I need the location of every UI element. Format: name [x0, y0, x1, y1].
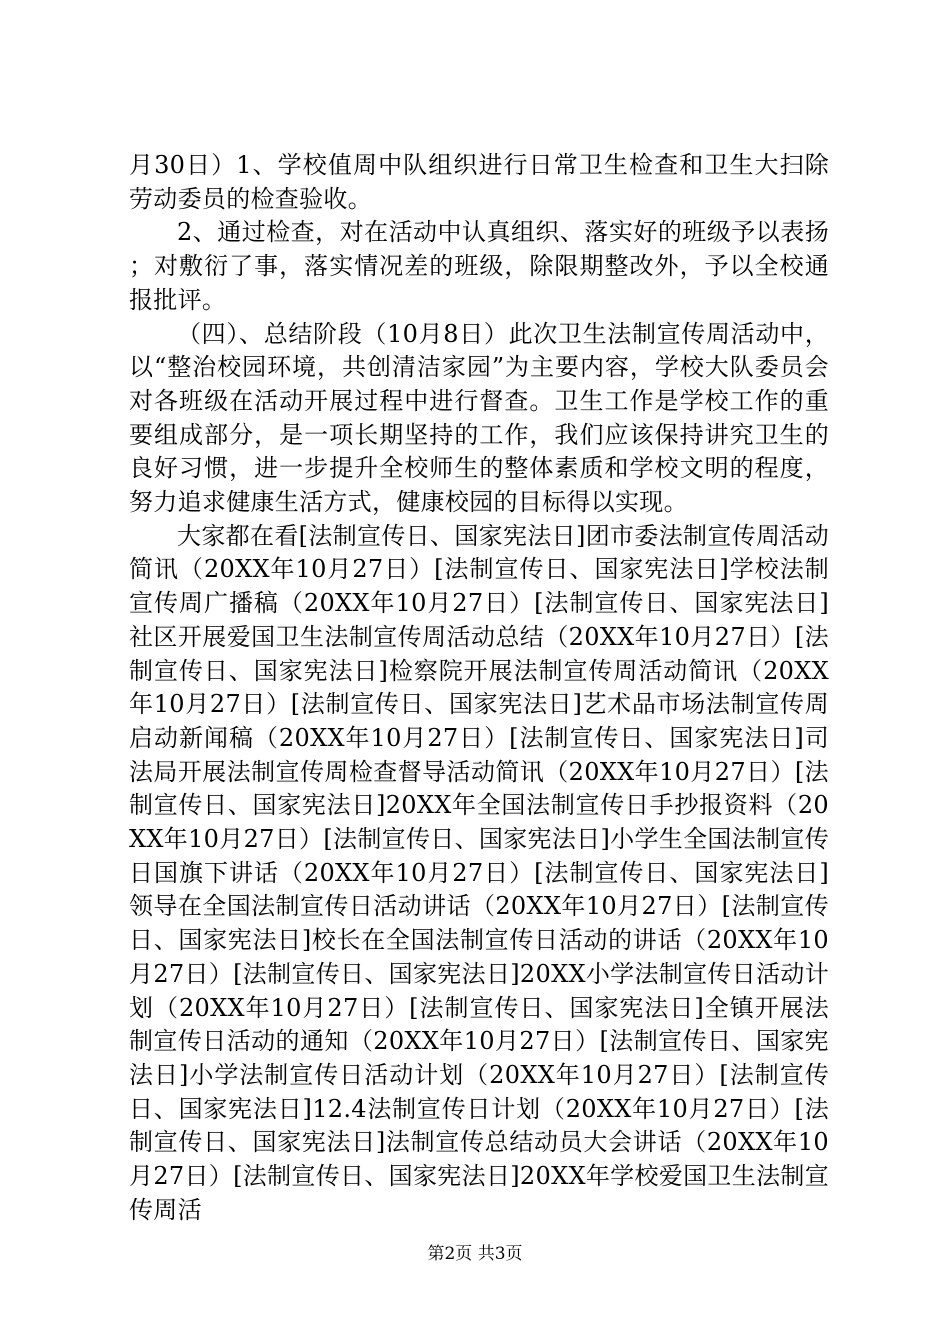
document-body [129, 149, 829, 1228]
paragraph-inspection: 2、通过检查，对在活动中认真组织、落实好的班级予以表扬；对敷衍了事，落实情况差的班级，除限期整改外，予以全校通报批评。 [129, 218, 829, 314]
paragraph-related-articles: 大家都在看[法制宣传日、国家宪法日]团市委法制宣传周活动简讯（20XX年10月27日）[法制宣传日、国家宪法日]学校法制宣传周广播稿（20XX年10月27日）[法制宣传日、国家宪法日]社区开展爱国卫生法制宣传周活动总结（20XX年10月27日）[法制宣传日、国家宪法日]检察院开展法制宣传周活动简讯（20XX年10月27日）[法制宣传日、国家宪法日]艺术品市场法制宣传周启动新闻稿（20XX年10月27日）[法制宣传日、国家宪法日]司法局开展法制宣传周检查督导活动简讯（20XX年10月27日）[法制宣传日、国家宪法日]20XX年全国法制宣传日手抄报资料（20XX年10月27日）[法制宣传日、国家宪法日]小学生全国法制宣传日国旗下讲话（20XX年10月27日）[法制宣传日、国家宪法日]领导在全国法制宣传日活动讲话（20XX年10月27日）[法制宣传日、国家宪法日]校长在全国法制宣传日活动的讲话（20XX年10月27日）[法制宣传日、国家宪法日]20XX小学法制宣传日活动计划（20XX年10月27日）[法制宣传日、国家宪法日]全镇开展法制宣传日活动的通知（20XX年10月27日）[法制宣传日、国家宪法日]小学法制宣传日活动计划（20XX年10月27日）[法制宣传日、国家宪法日]12.4法制宣传日计划（20XX年10月27日）[法制宣传日、国家宪法日]法制宣传总结动员大会讲话（20XX年10月27日）[法制宣传日、国家宪法日]20XX年学校爱国卫生法制宣传周活 [129, 521, 829, 1224]
page-number-footer: 第2页 共3页 [427, 1244, 523, 1264]
paragraph-summary-stage: （四）、总结阶段（10月8日）此次卫生法制宣传周活动中，以“整治校园环境，共创清洁家园”为主要内容，学校大队委员会对各班级在活动开展过程中进行督查。卫生工作是学校工作的重要组成部分，是一项长期坚持的工作，我们应该保持讲究卫生的良好习惯，进一步提升全校师生的整体素质和学校文明的程度，努力追求健康生活方式，健康校园的目标得以实现。 [129, 319, 829, 517]
paragraph-continuation: 月30日）1、学校值周中队组织进行日常卫生检查和卫生大扫除劳动委员的检查验收。 [129, 151, 829, 213]
